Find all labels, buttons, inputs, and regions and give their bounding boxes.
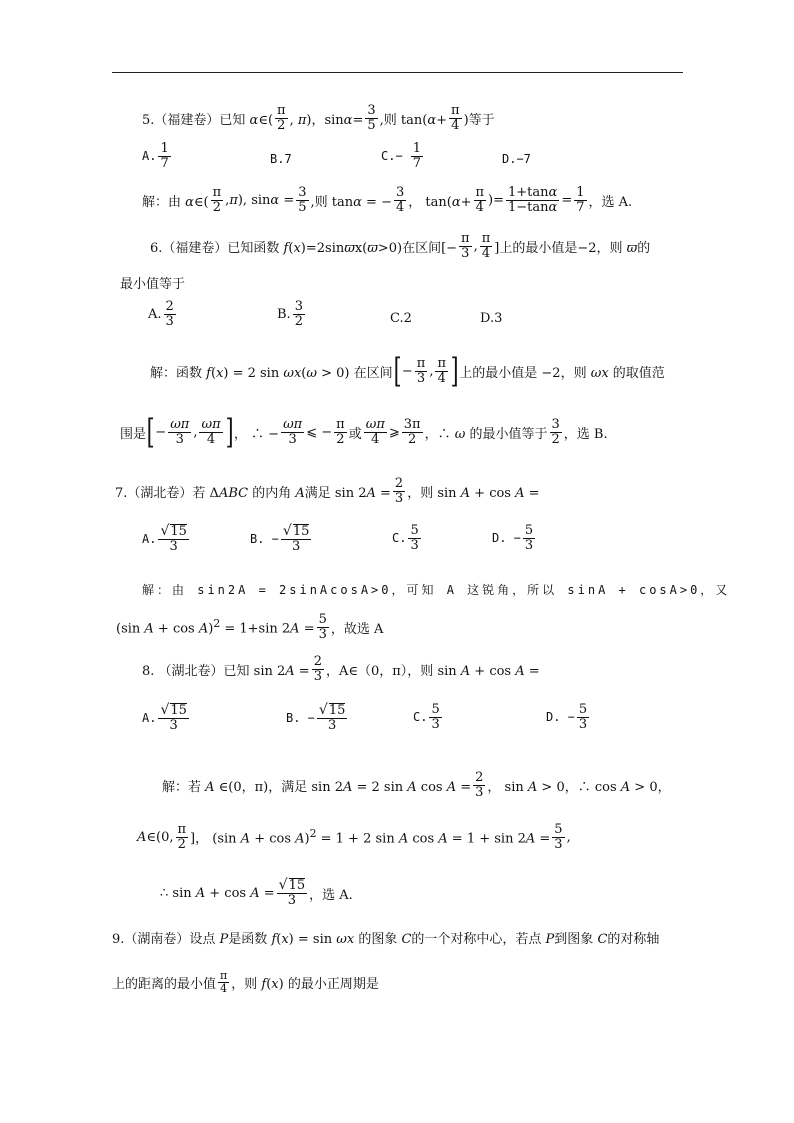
q6-stem-line1: 6.（福建卷）已知函数 f(x)=2sinϖx(ϖ>0)在区间[− $\frac{\pi}{3}$ , $\frac{\pi}{4}$ ]上的最小值是−2，则 ϖ的: [150, 230, 651, 261]
header-rule: [112, 72, 683, 73]
q7-option-c: C. $\frac{5}{3}$: [392, 523, 419, 553]
q8-stem: 8. （湖北卷）已知 sin 2A = $\frac{2}{3}$ ，A∈（0，π），则 sin A + cos A =: [142, 653, 540, 684]
q5-option-b: B.7: [270, 152, 292, 166]
q8-solution-line2: A∈(0, $\frac{\pi}{2}$ ]， (sin A + cos A)$^2$ = 1 + 2 sin A cos A = 1 + sin 2A = $\frac{5}{3}$ ,: [137, 821, 571, 852]
q6-solution-line1: 解：函数 f(x) = 2 sin ωx(ω > 0) 在区间 [ − $\frac{\pi}{3}$ , $\frac{\pi}{4}$ ] 上的最小值是 −2，则 ωx 的取值范: [150, 351, 665, 391]
q5-option-d: D.−7: [502, 152, 531, 166]
q7-stem: 7.（湖北卷）若 ΔABC 的内角 A满足 sin 2A = $\frac{2}{3}$ ，则 sin A + cos A =: [115, 475, 540, 506]
q7-option-b: B. − $\frac{√15}{3}$: [250, 523, 310, 554]
q6-option-c: C.2: [390, 311, 412, 326]
q7-option-a: A. $\frac{√15}{3}$: [142, 523, 187, 554]
q8-option-d: D. − $\frac{5}{3}$: [546, 702, 588, 732]
q5-option-c: C.− $\frac{1}{7}$: [381, 141, 421, 171]
q5-solution: 解：由 α∈( $\frac{\pi}{2}$ ,π), sinα = $\frac{3}{5}$ ,则 tanα = − $\frac{3}{4}$ ， tan(α+ $\frac{\pi}{4}$ )= $\frac{1+\tan\alpha}{1-\tan\alpha}$ = $\frac{1}{7}$ ，选 A.: [142, 184, 633, 215]
q8-option-a: A. $\frac{√15}{3}$: [142, 702, 187, 733]
q6-option-d: D.3: [480, 311, 503, 326]
q9-stem-line2: 上的距离的最小值 $\frac{\pi}{4}$ ，则 f(x) 的最小正周期是: [112, 968, 379, 995]
q8-solution-line1: 解：若 A ∈(0，π)，满足 sin 2A = 2 sin A cos A = $\frac{2}{3}$ ， sin A > 0，∴ cos A > 0，: [162, 769, 671, 800]
q6-stem-line2: 最小值等于: [120, 277, 186, 292]
q7-option-d: D. − $\frac{5}{3}$: [492, 523, 534, 553]
q6-solution-line2: 围是 [ − $\frac{\omega\pi}{3}$ , $\frac{\omega\pi}{4}$ ] ， ∴ − $\frac{\omega\pi}{3}$ ⩽ − $\frac{\pi}{2}$ 或 $\frac{\omega\pi}{4}$ ⩾ $\frac{3\pi}{2}$ ，∴ ω 的最小值等于 $\frac{3}{2}$ ，选 B.: [120, 412, 608, 452]
q8-option-b: B. − $\frac{√15}{3}$: [286, 702, 346, 733]
q5-option-a: A. $\frac{1}{7}$: [142, 141, 169, 171]
q6-option-a: A. $\frac{2}{3}$: [148, 299, 174, 329]
q8-solution-line3: ∴ sin A + cos A = $\frac{√15}{3}$ ，选 A.: [160, 877, 353, 909]
q7-solution-line2: (sin A + cos A)$^2$ = 1+sin 2A = $\frac{5}{3}$ ，故选 A: [116, 611, 384, 642]
q6-option-b: B. $\frac{3}{2}$: [277, 299, 303, 329]
q5-stem: 5.（福建卷）已知 α∈( $\frac{\pi}{2}$ , π)，sinα= $\frac{3}{5}$ ,则 tan(α+ $\frac{\pi}{4}$ )等于: [142, 102, 495, 133]
q7-solution-line1: 解：由 sin2A = 2sinAcosA>0，可知 A 这锐角，所以 sinA + cosA>0，又: [142, 583, 731, 597]
q9-stem-line1: 9.（湖南卷）设点 P是函数 f(x) = sin ωx 的图象 C的一个对称中心，若点 P到图象 C的对称轴: [112, 932, 660, 947]
q8-option-c: C. $\frac{5}{3}$: [413, 702, 440, 732]
